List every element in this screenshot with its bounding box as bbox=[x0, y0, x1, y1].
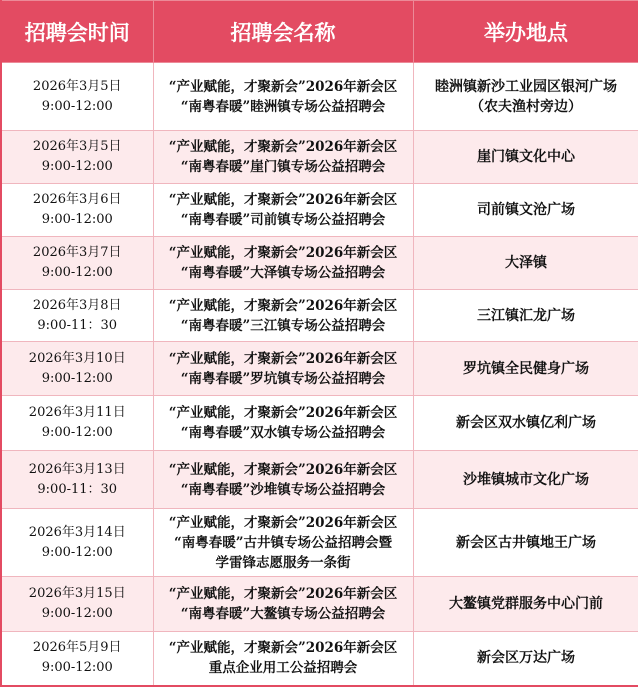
fair-hours: 9:00-11：30 bbox=[37, 317, 118, 333]
fair-name-line: “产业赋能，才聚新会”2026年新会区 bbox=[168, 139, 398, 155]
fair-name-line: “南粤春暖”司前镇专场公益招聘会 bbox=[180, 212, 386, 228]
table-row bbox=[1, 342, 638, 396]
table-row bbox=[1, 396, 638, 451]
fair-name-line: “南粤春暖”大鳌镇专场公益招聘会 bbox=[180, 606, 386, 622]
cell-time bbox=[1, 290, 153, 342]
fair-name-line: “南粤春暖”崖门镇专场公益招聘会 bbox=[180, 159, 386, 175]
fair-name-line: “产业赋能，才聚新会”2026年新会区 bbox=[168, 461, 398, 478]
cell-location bbox=[413, 184, 638, 237]
fair-date: 2026年3月5日 bbox=[32, 139, 122, 154]
location-line: 新会区万达广场 bbox=[477, 650, 575, 667]
cell-fair-name bbox=[153, 290, 413, 342]
fair-name-line: “产业赋能，才聚新会”2026年新会区 bbox=[168, 78, 398, 95]
fair-hours: 9:00-12:00 bbox=[41, 370, 113, 386]
header-name: 招聘会名称 bbox=[153, 1, 413, 63]
location-line: （农夫渔村旁边） bbox=[470, 98, 582, 115]
header-row bbox=[1, 1, 638, 63]
location-line: 大鳌镇党群服务中心门前 bbox=[449, 596, 603, 612]
cell-fair-name bbox=[153, 396, 413, 451]
fair-date: 2026年3月14日 bbox=[28, 524, 126, 540]
cell-location bbox=[413, 237, 638, 290]
fair-date: 2026年3月13日 bbox=[28, 461, 126, 477]
fair-name-line: 学雷锋志愿服务一条街 bbox=[215, 554, 351, 571]
location-line: 新会区双水镇亿利广场 bbox=[456, 415, 596, 431]
cell-time bbox=[1, 396, 153, 451]
fair-hours: 9:00-12:00 bbox=[41, 212, 113, 227]
table-row bbox=[1, 577, 638, 632]
cell-location bbox=[413, 577, 638, 632]
cell-location bbox=[413, 632, 638, 686]
fair-date: 2026年3月6日 bbox=[32, 192, 122, 207]
fair-hours: 9:00-12:00 bbox=[41, 660, 113, 676]
cell-time bbox=[1, 237, 153, 290]
header-time: 招聘会时间 bbox=[1, 1, 153, 63]
table-body bbox=[1, 63, 638, 686]
cell-time bbox=[1, 509, 153, 577]
fair-name-line: “南粤春暖”古井镇专场公益招聘会暨 bbox=[173, 534, 393, 551]
location-line: 三江镇汇龙广场 bbox=[477, 307, 575, 324]
fair-hours: 9:00-12:00 bbox=[41, 265, 113, 280]
cell-time bbox=[1, 131, 153, 184]
table-row bbox=[1, 290, 638, 342]
fair-name-line: “产业赋能，才聚新会”2026年新会区 bbox=[168, 514, 398, 531]
cell-location bbox=[413, 509, 638, 577]
cell-location bbox=[413, 396, 638, 451]
fair-name-line: “南粤春暖”双水镇专场公益招聘会 bbox=[180, 425, 386, 441]
fair-name-line: “产业赋能，才聚新会”2026年新会区 bbox=[168, 245, 398, 261]
fair-name-line: “南粤春暖”大泽镇专场公益招聘会 bbox=[180, 265, 386, 281]
cell-fair-name bbox=[153, 577, 413, 632]
fair-name-line: “产业赋能，才聚新会”2026年新会区 bbox=[168, 586, 398, 602]
fair-name-line: “南粤春暖”三江镇专场公益招聘会 bbox=[180, 317, 386, 334]
fair-hours: 9:00-12:00 bbox=[41, 98, 113, 114]
cell-fair-name bbox=[153, 237, 413, 290]
table-row bbox=[1, 184, 638, 237]
table-row bbox=[1, 509, 638, 577]
fair-name-line: “南粤春暖”罗坑镇专场公益招聘会 bbox=[180, 370, 386, 387]
fair-date: 2026年3月5日 bbox=[32, 78, 122, 94]
fair-date: 2026年5月9日 bbox=[32, 640, 122, 656]
fair-hours: 9:00-11：30 bbox=[37, 481, 118, 497]
cell-time bbox=[1, 342, 153, 396]
cell-fair-name bbox=[153, 184, 413, 237]
fair-name-line: “产业赋能，才聚新会”2026年新会区 bbox=[168, 350, 398, 367]
fair-name-line: “南粤春暖”沙堆镇专场公益招聘会 bbox=[180, 481, 386, 498]
location-line: 司前镇文沧广场 bbox=[477, 202, 575, 218]
cell-location bbox=[413, 63, 638, 131]
cell-fair-name bbox=[153, 342, 413, 396]
table-row bbox=[1, 131, 638, 184]
fair-name-line: “产业赋能，才聚新会”2026年新会区 bbox=[168, 405, 398, 421]
fair-hours: 9:00-12:00 bbox=[41, 544, 113, 560]
cell-time bbox=[1, 451, 153, 509]
location-line: 大泽镇 bbox=[505, 255, 547, 271]
fair-date: 2026年3月15日 bbox=[28, 586, 126, 601]
fair-name-line: “产业赋能，才聚新会”2026年新会区 bbox=[168, 640, 398, 657]
location-line: 罗坑镇全民健身广场 bbox=[463, 360, 589, 377]
fair-hours: 9:00-12:00 bbox=[41, 159, 113, 174]
table-row bbox=[1, 237, 638, 290]
location-line: 睦洲镇新沙工业园区银河广场 bbox=[435, 78, 617, 95]
cell-fair-name bbox=[153, 131, 413, 184]
cell-time bbox=[1, 577, 153, 632]
cell-time bbox=[1, 632, 153, 686]
cell-fair-name bbox=[153, 451, 413, 509]
location-line: 崖门镇文化中心 bbox=[477, 149, 575, 165]
cell-time bbox=[1, 184, 153, 237]
cell-fair-name bbox=[153, 632, 413, 686]
table-row bbox=[1, 451, 638, 509]
table-row bbox=[1, 632, 638, 686]
fair-date: 2026年3月11日 bbox=[28, 405, 126, 420]
fair-date: 2026年3月7日 bbox=[32, 245, 122, 260]
fair-name-line: “产业赋能，才聚新会”2026年新会区 bbox=[168, 297, 398, 314]
cell-location bbox=[413, 451, 638, 509]
location-line: 沙堆镇城市文化广场 bbox=[463, 471, 589, 488]
header-location: 举办地点 bbox=[413, 1, 638, 63]
table-row bbox=[1, 63, 638, 131]
fair-name-line: 重点企业用工公益招聘会 bbox=[208, 660, 358, 677]
cell-location bbox=[413, 290, 638, 342]
fair-hours: 9:00-12:00 bbox=[41, 606, 113, 621]
cell-fair-name bbox=[153, 509, 413, 577]
fair-hours: 9:00-12:00 bbox=[41, 425, 113, 440]
fair-date: 2026年3月10日 bbox=[28, 350, 126, 366]
location-line: 新会区古井镇地王广场 bbox=[456, 534, 596, 551]
fair-name-line: “南粤春暖”睦洲镇专场公益招聘会 bbox=[180, 98, 386, 115]
cell-location bbox=[413, 131, 638, 184]
cell-location bbox=[413, 342, 638, 396]
fair-name-line: “产业赋能，才聚新会”2026年新会区 bbox=[168, 192, 398, 208]
fair-date: 2026年3月8日 bbox=[32, 297, 122, 313]
cell-time bbox=[1, 63, 153, 131]
cell-fair-name bbox=[153, 63, 413, 131]
